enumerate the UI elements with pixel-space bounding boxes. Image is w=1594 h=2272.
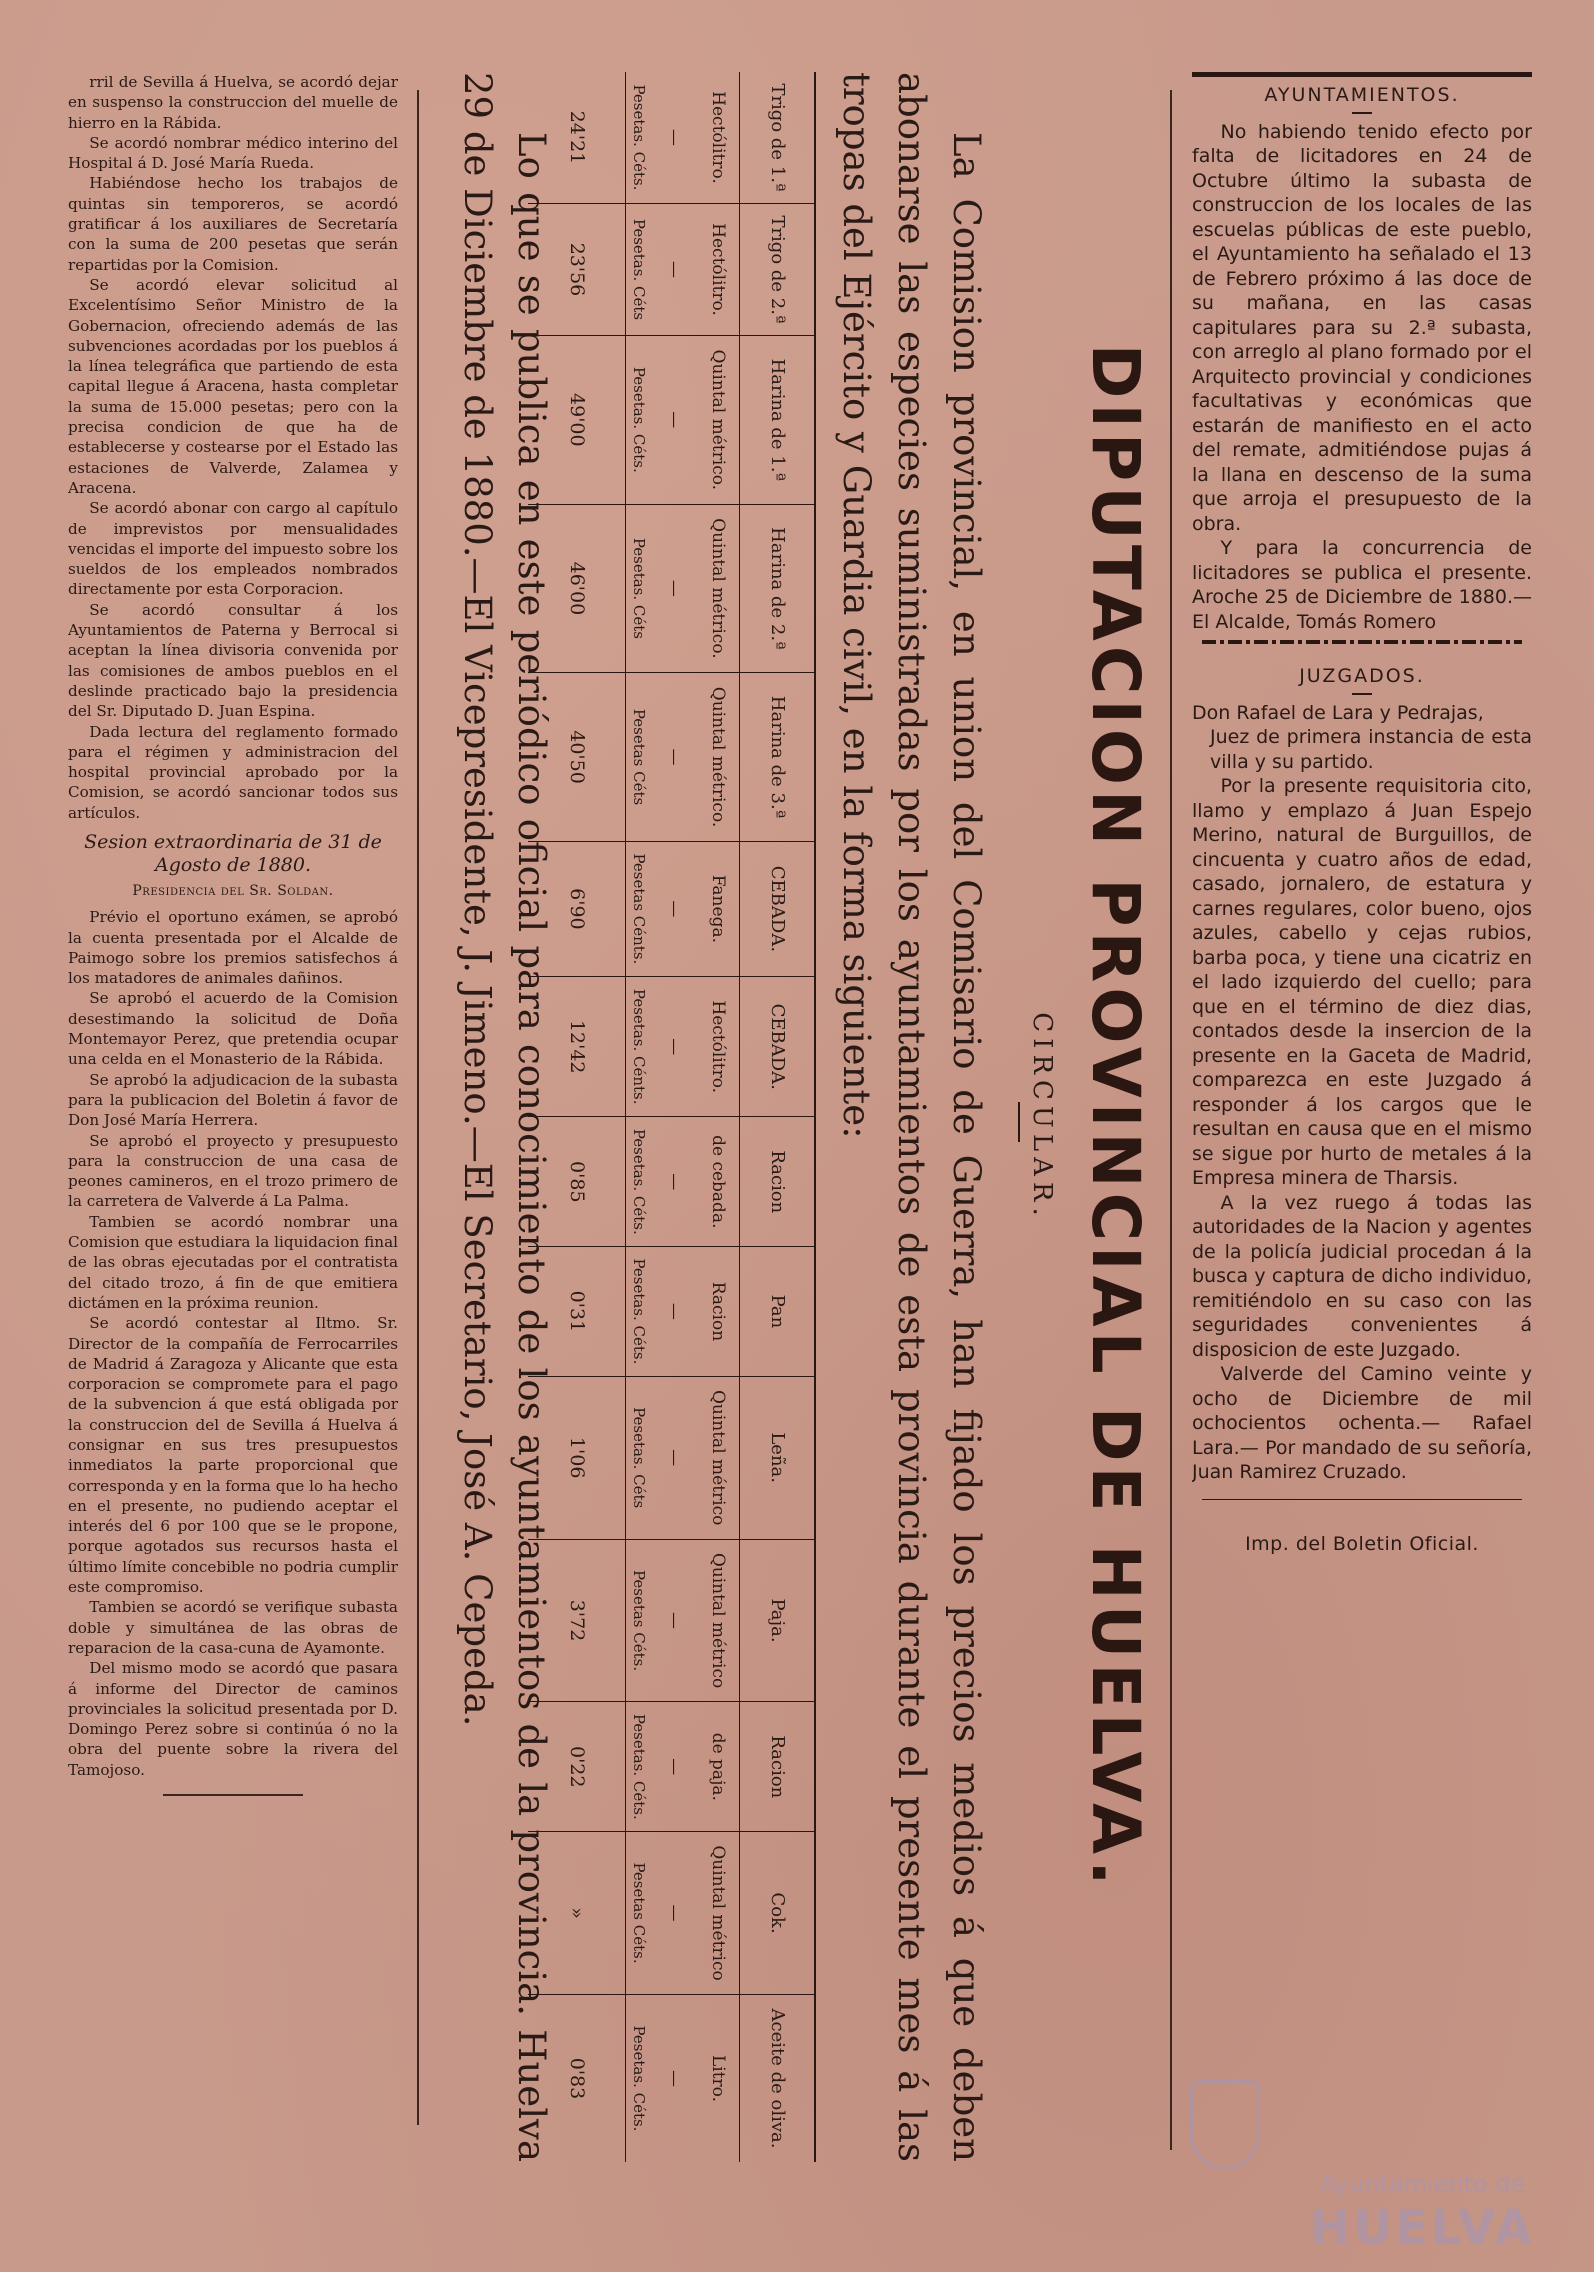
table-cell-unit: Quintal métrico. [696, 504, 740, 673]
table-cell-unit: Quintal métrico [696, 1539, 740, 1702]
closing-paragraph: Lo que se publica en este periódico oficial para conocimiento de los ayuntamientos de la provincia. Huelva 29 de Diciembre de 1880.—El Vicepresidente, J. Jimeno.—El Secretario, José A. Cepeda. [456, 72, 553, 2162]
table-cell-sub: Pesetas. Cénts. [626, 976, 652, 1117]
table-dash: — [652, 1117, 696, 1247]
crest-icon [1190, 2080, 1260, 2170]
table-cell-unit: Racion [696, 1247, 740, 1377]
juzgados-judge [1192, 701, 1532, 775]
session-paragraph-2: Se aprobó el acuerdo de la Comision desestimando la solicitud de Doña Montemayor Perez, que pretendia ocupar una celda en el Monasterio de la Rábida. [68, 989, 398, 1069]
main-heading: DIPUTACION PROVINCIAL DE HUELVA. [1077, 343, 1154, 1891]
table-row [652, 72, 696, 2162]
session-paragraph-6: Se acordó contestar al Iltmo. Sr. Director de la compañía de Ferrocarriles de Madrid á Zaragoza y Alicante que esta corporacion se compromete para el pago de la subvencion á que está obligada por la construccion del de Sevilla á Huelva á consignar en sus tres presupuestos inmediatos la parte proporcional que corresponda y en la forma que lo ha hecho en el presente, no pudiendo aceptar el interés del 6 por 100 que se le propone, porque agotados sus recursos hasta el último límite concebible no podria cumplir este compromiso. [68, 1314, 398, 1597]
intro-paragraph: La Comision provincial, en union del Comisario de Guerra, han fijado los precios medios á que deben abonarse las especies suministradas por los ayuntamientos de esta provincia durante el presente mes á las tropas del Ejército y Guardia civil, en la forma siguiente: [835, 72, 988, 2162]
table-cell-unit: Hectólitro. [696, 976, 740, 1117]
table-cell-group: Aceite de oliva. [740, 1994, 814, 2162]
table-cell-value: 0'22 [528, 1702, 626, 1832]
end-rule [163, 1794, 303, 1796]
watermark-line-1: Ayuntamiento de [1320, 2170, 1526, 2198]
left-paragraph-3: Habiéndose hecho los trabajos de quintas sin temporeros, se acordó gratificar á los auxiliares de Secretaría con la suma de 200 pesetas que serán repartidas por la Comision. [68, 174, 398, 274]
imprint: Imp. del Boletin Oficial. [1245, 1533, 1479, 1555]
left-paragraph-1: rril de Sevilla á Huelva, se acordó dejar en suspenso la construccion del muelle de hierro en la Rábida. [68, 73, 398, 132]
title-dash [1352, 112, 1372, 114]
table-cell-sub: Pesetas. Céts. [626, 1117, 652, 1247]
table-cell-unit: Litro. [696, 1994, 740, 2162]
table-row [626, 72, 652, 2162]
table-cell-value: 12'42 [528, 976, 626, 1117]
table-cell-group: Harina de 3.ª [740, 673, 814, 842]
table-cell-sub: Pesetas Céts [626, 673, 652, 842]
table-top-rule [814, 72, 816, 2162]
table-cell-group: Racion [740, 1117, 814, 1247]
table-cell-value: 23'56 [528, 203, 626, 335]
table-cell-sub: Pesetas. Céts. [626, 1247, 652, 1377]
table-dash: — [652, 1702, 696, 1832]
session-paragraph-5: Tambien se acordó nombrar una Comision que estudiara la liquidacion final de las obras ejecutadas por el contratista del citado trozo, á fin de que emitiera dictámen en la próxima reunion. [68, 1212, 398, 1312]
table-cell-sub: Pesetas. Céts. [626, 72, 652, 203]
juzgados-paragraph-2: A la vez ruego á todas las autoridades de la Nacion y agentes de la policía judicial procedan á la busca y captura de dicho individuo, remitiéndolo en su caso con las seguridades convenientes á disposicion de este Juzgado. [1192, 1191, 1532, 1361]
table-dash: — [652, 1247, 696, 1377]
prices-table [528, 72, 814, 2162]
table-cell-value: 3'72 [528, 1539, 626, 1702]
table-dash: — [664, 128, 684, 146]
session-paragraph-1: Prévio el oportuno exámen, se aprobó la cuenta presentada por el Alcalde de Paimogo sobre los premios satisfechos á los matadores de animales dañinos. [68, 908, 398, 988]
table-cell-value: 0'85 [528, 1117, 626, 1247]
session-paragraph-4: Se aprobó el proyecto y presupuesto para la construccion de una casa de peones camineros, en el trozo primero de la carretera de Valverde á La Palma. [68, 1131, 398, 1211]
table-cell-sub: Pesetas Céts. [626, 1832, 652, 1995]
table-cell-value: 1'06 [528, 1376, 626, 1539]
ayuntamientos-paragraph-1: No habiendo tenido efecto por falta de licitadores en 24 de Octubre último la subasta de construccion de los locales de las escuelas públicas de este pueblo, el Ayuntamiento ha señalado el 13 de Febrero próximo á las doce de su mañana, en las casas capitulares para su 2.ª subasta, con arreglo al plano formado por el Arquitecto provincial y condiciones facultativas y económicas que estarán de manifiesto en el acto del remate, admitiéndose pujas á la llana en descenso de la suma que arroja el presupuesto de la obra. [1192, 120, 1532, 535]
table-dash: — [652, 1539, 696, 1702]
rotated-circular [400, 72, 1170, 2162]
top-ornament [1192, 72, 1532, 77]
juzgados-paragraph-1: Por la presente requisitoria cito, llamo y emplazo á Juan Espejo Merino, natural de Burguillos, de cincuenta y cuatro años de edad, casado, jornalero, de estatura y carnes regulares, color bueno, ojos azules, cabello y cejas rubios, barba poca, y tiene una cicatriz en el lado izquierdo del cuello; para que en el término de diez dias, contados desde la insercion de la presente en la Gaceta de Madrid, comparezca en este Juzgado á responder á los cargos que le resultan en causa que en el mismo se sigue por hurto de metales á la Empresa minera de Tharsis. [1192, 775, 1532, 1189]
circular-rule [1018, 1102, 1020, 1142]
table-cell-group: CEBADA. [740, 976, 814, 1117]
table-cell-unit: Quintal métrico [696, 1376, 740, 1539]
table-cell-unit: Quintal métrico [696, 1832, 740, 1995]
table-dash: — [652, 1376, 696, 1539]
table-cell-sub: Pesetas. Céts. [626, 336, 652, 505]
table-cell-value: 0'83 [528, 1994, 626, 2162]
table-cell-sub: Pesetas. Céts. [626, 1702, 652, 1832]
table-cell-sub: Pesetas Céts. [626, 1539, 652, 1702]
left-paragraph-4: Se acordó elevar solicitud al Excelentísimo Señor Ministro de la Gobernacion, ofreciendo además de las subvenciones acordadas por los pueblos á la línea telegráfica que partiendo de esta capital llegue á Aracena, hasta completar la suma de 15.000 pesetas; pero con la precisa condicion de que ha de establecerse y costearse por el Estado las estaciones de Valverde, Zalamea y Aracena. [68, 275, 398, 497]
table-cell-unit: Quintal métrico. [696, 673, 740, 842]
table-dash: — [652, 673, 696, 842]
juzgados-title: JUZGADOS. [1299, 665, 1425, 687]
table-cell-value: 40'50 [528, 673, 626, 842]
table-cell-sub: Pesetas. Céts [626, 504, 652, 673]
table-cell-value: 46'00 [528, 504, 626, 673]
title-dash-2 [1352, 693, 1372, 695]
juzgados-paragraph-3: Valverde del Camino veinte y ocho de Diciembre de mil ochocientos ochenta.— Rafael Lara.— Por mandado de su señoría, Juan Ramirez Cruzado. [1192, 1363, 1532, 1483]
judge-name: Don Rafael de Lara y Pedrajas, [1192, 701, 1484, 724]
table-cell-group: Harina de 2.ª [740, 504, 814, 673]
table-cell-unit: Fanega. [696, 841, 740, 976]
presidency-line: Presidencia del Sr. Soldan. [132, 882, 334, 899]
table-dash: — [652, 203, 696, 335]
table-cell-unit: de paja. [696, 1702, 740, 1832]
watermark-line-2: HUELVA [1310, 2200, 1535, 2256]
session-paragraph-8: Del mismo modo se acordó que pasara á informe del Director de caminos provinciales la solicitud presentada por D. Domingo Perez sobre si continúa ó no la obra del puente sobre la rivera del Tamojoso. [68, 1659, 398, 1779]
table-dash: — [652, 1994, 696, 2162]
table-cell-value: 0'31 [528, 1247, 626, 1377]
table-cell-unit: Quintal métrico. [696, 336, 740, 505]
section-ornament [1202, 640, 1522, 644]
archive-watermark [1180, 2070, 1580, 2260]
right-column [1192, 72, 1532, 2172]
table-cell-unit: Hectólitro. [696, 203, 740, 335]
left-column [68, 72, 398, 2132]
session-title: Sesion extraordinaria de 31 de Agosto de 1880. [84, 830, 382, 876]
column-divider-right [1170, 90, 1172, 2150]
table-dash: — [652, 976, 696, 1117]
table-cell-group: Racion [740, 1702, 814, 1832]
session-paragraph-3: Se aprobó la adjudicacion de la subasta para la publicacion del Boletin á favor de Don José María Herrera. [68, 1070, 398, 1130]
table-dash: — [652, 1832, 696, 1995]
left-paragraph-6: Se acordó consultar á los Ayuntamientos de Paterna y Berrocal si aceptan la línea divisoria convenida por las comisiones de ambos pueblos en el deslinde practicado bajo la presidencia del Sr. Diputado D. Juan Espina. [68, 600, 398, 721]
left-paragraph-5: Se acordó abonar con cargo al capítulo de imprevistos por mensualidades vencidas el importe del impuesto sobre los sueldos de los empleados nombrados directamente por esta Corporacion. [68, 499, 398, 599]
table-cell-value: 6'90 [528, 841, 626, 976]
table-dash: — [652, 841, 696, 976]
table-cell-sub: Pesetas. Céts. [626, 1994, 652, 2162]
ayuntamientos-paragraph-2: Y para la concurrencia de licitadores se publica el presente. Aroche 25 de Diciembre de 1880.—El Alcalde, Tomás Romero [1192, 537, 1532, 633]
circular-label: CIRCULAR. [1027, 1012, 1057, 1222]
judge-title: Juez de primera instancia de esta villa y su partido. [1210, 726, 1532, 773]
table-cell-group: Harina de 1.ª [740, 336, 814, 505]
table-cell-unit: de cebada. [696, 1117, 740, 1247]
table-cell-group: CEBADA. [740, 841, 814, 976]
table-cell-value: » [528, 1832, 626, 1995]
table-cell-group: Paja. [740, 1539, 814, 1702]
table-cell-sub: Pesetas. Céts [626, 1376, 652, 1539]
table-cell-unit: Hectólitro. [707, 91, 728, 184]
table-row [696, 72, 740, 2162]
table-cell-group: Cok. [740, 1832, 814, 1995]
table-cell-sub: Pesetas. Céts [626, 203, 652, 335]
table-cell-group: Leña. [740, 1376, 814, 1539]
table-dash: — [652, 336, 696, 505]
left-paragraph-7: Dada lectura del reglamento formado para el régimen y administracion del hospital provincial aprobado por la Comision, se acordó sancionar todos sus artículos. [68, 722, 398, 822]
session-paragraph-7: Tambien se acordó se verifique subasta doble y simultánea de las obras de reparacion de la casa-cuna de Ayamonte. [68, 1598, 398, 1657]
table-cell-value: 49'00 [528, 336, 626, 505]
table-cell-value: 24'21 [565, 110, 588, 165]
table-dash: — [652, 504, 696, 673]
table-cell-group: Pan [740, 1247, 814, 1377]
table-cell-group: Trigo de 1.ª [740, 72, 814, 203]
ayuntamientos-title: AYUNTAMIENTOS. [1264, 84, 1460, 106]
left-paragraph-2: Se acordó nombrar médico interino del Hospital á D. José María Rueda. [68, 133, 398, 173]
table-cell-sub: Pesetas Cénts. [626, 841, 652, 976]
table-row [740, 72, 814, 2162]
table-cell-group: Trigo de 2.ª [740, 203, 814, 335]
imprint-rule [1202, 1499, 1522, 1501]
